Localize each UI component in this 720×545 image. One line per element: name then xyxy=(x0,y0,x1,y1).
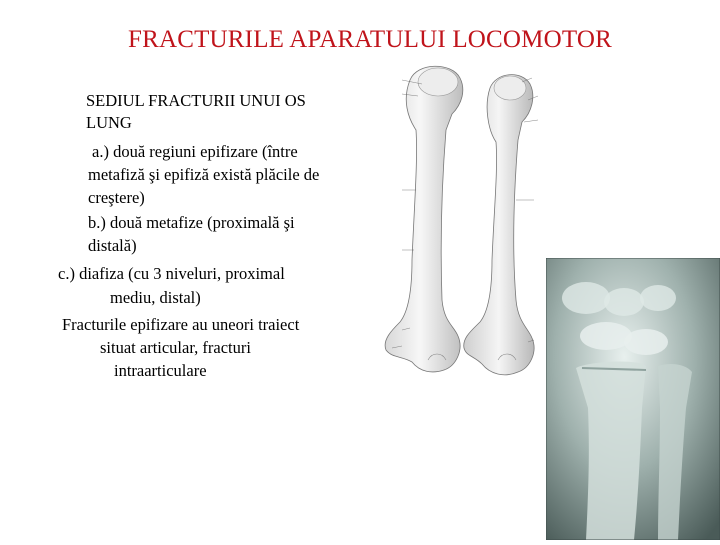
text-line-10: Fracturile epifizare au uneori traiect xyxy=(62,315,300,334)
text-line-2: LUNG xyxy=(86,113,132,132)
text-line-12: intraarticulare xyxy=(114,361,207,380)
text-line-7: distală) xyxy=(88,236,137,255)
wrist-xray-image xyxy=(546,258,720,540)
text-line-11: situat articular, fracturi xyxy=(100,338,251,357)
text-line-9: mediu, distal) xyxy=(110,288,201,307)
text-line-5: creştere) xyxy=(88,188,145,207)
xray-drawing xyxy=(546,258,720,540)
humerus-front-view xyxy=(385,66,463,372)
slide-title: FRACTURILE APARATULUI LOCOMOTOR xyxy=(127,26,613,53)
text-line-6: b.) două metafize (proximală şi xyxy=(88,213,295,232)
text-line-8: c.) diafiza (cu 3 niveluri, proximal xyxy=(58,264,285,283)
text-line-1: SEDIUL FRACTURII UNUI OS xyxy=(86,91,306,110)
text-line-3: a.) două regiuni epifizare (între xyxy=(92,142,298,161)
humerus-back-view xyxy=(464,75,534,375)
text-line-4: metafiză şi epifiză există plăcile de xyxy=(88,165,320,184)
